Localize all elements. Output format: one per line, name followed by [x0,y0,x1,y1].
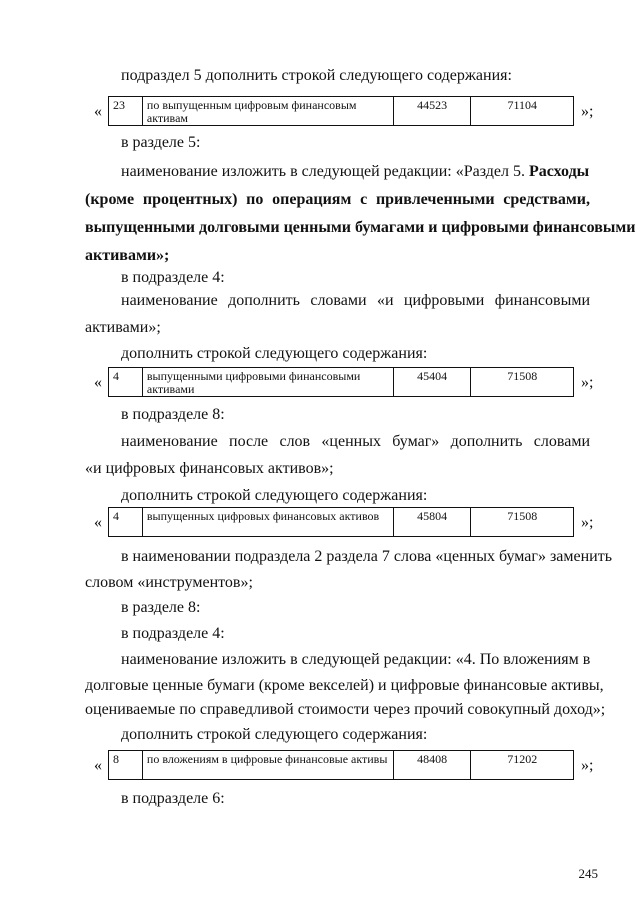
text-line: дополнить строкой следующего содержания: [121,487,428,504]
row-name: выпущенных цифровых финансовых активов [143,508,394,536]
row-name: по выпущенным цифровым финансовым активам [143,97,394,125]
row-number: 4 [109,508,143,536]
text-line: дополнить строкой следующего содержания: [121,345,428,362]
quote-open: « [94,514,102,531]
row-account-code: 45804 [394,508,472,536]
text-line: «и цифровых финансовых активов»; [85,460,334,477]
quote-close: »; [581,103,594,120]
row-account-code: 48408 [394,751,472,779]
row-symbol-code: 71508 [507,369,538,383]
text-line: наименование изложить в следующей редакции: «4. По вложениям в [121,651,591,668]
inserted-row-block [94,750,604,782]
text-line-bold [85,190,590,210]
text-segment-bold: Расходы [528,163,590,180]
quote-open: « [94,757,102,774]
quote-close: »; [581,374,594,391]
text-line: наименование после слов «ценных бумаг» дополнить словами [121,433,590,450]
text-line: в подразделе 4: [121,625,225,642]
quote-open: « [94,103,102,120]
text-line: долговые ценные бумаги (кроме векселей) и цифровые финансовые активы, [85,677,604,694]
text-line: в разделе 5: [121,134,201,151]
text-line-bold [85,218,636,238]
row-name: выпущенными цифровыми финансовыми активами [143,368,394,396]
quote-close: »; [581,757,594,774]
text-line: дополнить строкой следующего содержания: [121,726,428,743]
text-segment-bold: активами»; [85,247,170,264]
inserted-row-block [94,96,604,128]
quote-open: « [94,374,102,391]
row-number: 23 [109,97,143,125]
row-account-code: 45404 [394,368,472,396]
row-number: 4 [109,368,143,396]
text-line: оцениваемые по справедливой стоимости через прочий совокупный доход»; [85,701,606,718]
table-row [108,750,574,780]
table-row [108,367,574,397]
text-line: словом «инструментов»; [85,574,253,591]
row-number: 8 [109,751,143,779]
text-line: в подразделе 8: [121,406,225,423]
row-symbol-code: 71104 [507,98,538,112]
table-row [108,507,574,537]
text-segment-bold: выпущенными долговыми ценными бумагами и цифровыми финансовыми [85,219,636,236]
text-line: в подразделе 4: [121,269,225,286]
quote-close: »; [581,514,594,531]
inserted-row-block [94,367,604,399]
page-number: 245 [578,866,598,881]
row-account-code: 44523 [394,97,472,125]
text-line: в наименовании подраздела 2 раздела 7 слова «ценных бумаг» заменить [121,548,612,565]
text-line: активами»; [85,319,161,336]
text-line: в подразделе 6: [121,790,225,807]
table-row [108,96,574,126]
text-line: подраздел 5 дополнить строкой следующего содержания: [121,67,512,84]
text-segment: наименование изложить в следующей редакции: «Раздел 5. [121,163,525,180]
text-line-mixed [85,246,590,266]
text-line: наименование дополнить словами «и цифровыми финансовыми [121,292,590,309]
row-name: по вложениям в цифровые финансовые активы [143,751,394,779]
row-symbol-code: 71202 [507,752,538,766]
inserted-row-block [94,507,604,539]
text-segment-bold: (кроме процентных) по операциям с привлеченными средствами, [85,191,590,208]
text-line-mixed [121,162,590,182]
text-line: в разделе 8: [121,599,201,616]
row-symbol-code: 71508 [507,509,538,523]
